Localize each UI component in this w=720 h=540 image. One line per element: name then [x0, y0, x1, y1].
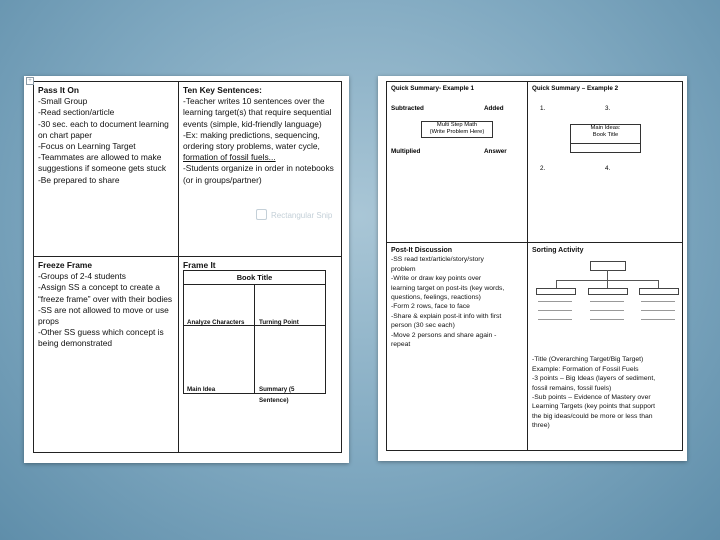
qs1-problem-box	[421, 121, 493, 138]
sorting-sub-point	[538, 319, 572, 320]
sorting-activity-cell	[528, 243, 682, 450]
postit-line: problem	[391, 265, 416, 273]
postit-line: -Write or draw key points over	[391, 275, 482, 283]
table-move-handle-icon[interactable]: +	[26, 77, 34, 85]
qs1-box-line1: Multi Step Math	[436, 122, 478, 128]
sorting-big-idea-box	[536, 288, 576, 295]
sorting-sub-point	[538, 301, 572, 302]
pass-it-on-line: -30 sec. each to document learning	[38, 118, 169, 129]
sorting-connector	[607, 280, 608, 288]
sorting-big-idea-box	[639, 288, 679, 295]
sorting-title-box	[590, 261, 626, 271]
qs2-n4: 4.	[605, 165, 611, 172]
frame-book-title: Book Title	[184, 271, 325, 285]
sorting-sub-point	[590, 310, 624, 311]
freeze-frame-line: -Other SS guess which concept is	[38, 327, 164, 338]
qs1-answer: Answer	[484, 148, 507, 155]
postit-line: questions, feelings, reactions)	[391, 294, 481, 302]
pass-it-on-title: Pass It On	[38, 85, 79, 95]
postit-title: Post-It Discussion	[391, 247, 453, 254]
freeze-frame-line: “freeze frame” over with their bodies	[38, 293, 173, 304]
postit-line: -Share & explain post-it info with first	[391, 312, 502, 320]
sorting-sub-point	[641, 301, 675, 302]
sorting-line: three)	[532, 422, 550, 430]
ten-key-title: Ten Key Sentences:	[183, 85, 262, 95]
ten-key-line: ordering story problems, water cycle,	[183, 141, 320, 152]
frame-analyze-characters: Analyze Characters	[187, 319, 245, 326]
pass-it-on-line: on chart paper	[38, 129, 93, 140]
sorting-line: -Sub points – Evidence of Mastery over	[532, 394, 651, 402]
qs2-blank-row	[570, 143, 641, 153]
frame-it-diagram	[183, 270, 326, 405]
quick-summary-2-cell	[528, 82, 682, 243]
qs2-n1: 1.	[540, 105, 546, 112]
pass-it-on-cell	[34, 82, 179, 257]
sorting-line: the big ideas/could be more or less than	[532, 412, 653, 420]
pass-it-on-line: -Small Group	[38, 96, 88, 107]
pass-it-on-line: -Teammates are allowed to make	[38, 152, 162, 163]
qs2-box-line1: Main Ideas:	[590, 125, 621, 131]
freeze-frame-line: being demonstrated	[38, 338, 113, 349]
sorting-title: Sorting Activity	[532, 247, 584, 254]
ten-key-line: (or in groups/partner)	[183, 174, 262, 185]
frame-it-cell	[179, 257, 341, 452]
qs2-main-ideas-box	[570, 124, 641, 144]
qs2-n3: 3.	[605, 105, 611, 112]
freeze-frame-cell	[34, 257, 179, 452]
sorting-line: fossil remains, fossil fuels)	[532, 384, 612, 392]
sorting-sub-point	[538, 310, 572, 311]
sorting-sub-point	[641, 319, 675, 320]
snip-label: Rectangular Snip	[271, 211, 333, 220]
sorting-line: -3 points – Big Ideas (layers of sediment,	[532, 375, 656, 383]
ten-key-line: -Ex: making predictions, sequencing,	[183, 129, 320, 140]
freeze-frame-line: -SS are not allowed to move or use	[38, 304, 169, 315]
strategy-table-left	[33, 81, 342, 453]
pass-it-on-line: -Focus on Learning Target	[38, 141, 136, 152]
postit-line: -Form 2 rows, face to face	[391, 303, 470, 311]
sorting-connector	[658, 280, 659, 288]
qs1-box-line2: (Write Problem Here)	[429, 129, 485, 136]
sorting-sub-point	[590, 319, 624, 320]
quick-summary-1-cell	[387, 82, 528, 243]
postit-line: person (30 sec each)	[391, 322, 455, 330]
freeze-frame-title: Freeze Frame	[38, 260, 92, 270]
ten-key-line: -Teacher writes 10 sentences over the	[183, 96, 325, 107]
ten-key-line: events (simple, kid-friendly language)	[183, 118, 322, 129]
pass-it-on-line: -Be prepared to share	[38, 174, 120, 185]
sorting-sub-point	[641, 310, 675, 311]
strategy-table-right	[386, 81, 683, 451]
qs1-multiplied: Multiplied	[391, 148, 421, 155]
sorting-sub-point	[590, 301, 624, 302]
snip-icon	[256, 209, 267, 220]
freeze-frame-line: -Assign SS a concept to create a	[38, 282, 160, 293]
sorting-big-idea-box	[588, 288, 628, 295]
frame-divider-vertical	[254, 284, 255, 393]
sorting-line: Learning Targets (key points that support	[532, 403, 656, 411]
frame-turning-point: Turning Point	[259, 319, 299, 326]
ten-key-sentences-cell	[179, 82, 341, 257]
sorting-line: Example: Formation of Fossil Fuels	[532, 365, 639, 373]
pass-it-on-line: suggestions if someone gets stuck	[38, 163, 167, 174]
post-it-discussion-cell	[387, 243, 528, 450]
qs1-subtracted: Subtracted	[391, 105, 424, 112]
qs1-title: Quick Summary- Example 1	[391, 85, 474, 92]
sorting-connector	[607, 270, 608, 280]
ten-key-line: learning target(s) that require sequential	[183, 107, 332, 118]
postit-line: -SS read text/article/story/story	[391, 256, 484, 264]
rectangular-snip-hint	[256, 209, 332, 220]
qs2-box-line2: Book Title	[592, 132, 619, 139]
sorting-diagram	[532, 255, 678, 355]
postit-line: repeat	[391, 341, 411, 349]
freeze-frame-line: -Groups of 2-4 students	[38, 271, 126, 282]
document-page-right	[378, 76, 687, 461]
frame-summary: Summary (5 Sentence)	[259, 386, 295, 405]
postit-line: learning target on post-its (key words,	[391, 284, 505, 292]
frame-main-idea: Main Idea	[187, 386, 216, 393]
qs2-title: Quick Summary – Example 2	[532, 85, 619, 92]
pass-it-on-line: -Read section/article	[38, 107, 115, 118]
sorting-connector	[556, 280, 557, 288]
qs2-n2: 2.	[540, 165, 546, 172]
ten-key-line: -Students organize in order in notebooks	[183, 163, 334, 174]
document-page-left	[24, 76, 349, 463]
qs1-added: Added	[484, 105, 504, 112]
frame-it-title: Frame It	[183, 260, 216, 270]
sorting-line: -Title (Overarching Target/Big Target)	[532, 356, 644, 364]
freeze-frame-line: props	[38, 316, 59, 327]
ten-key-line: formation of fossil fuels...	[183, 152, 276, 163]
postit-line: -Move 2 persons and share again -	[391, 331, 497, 339]
